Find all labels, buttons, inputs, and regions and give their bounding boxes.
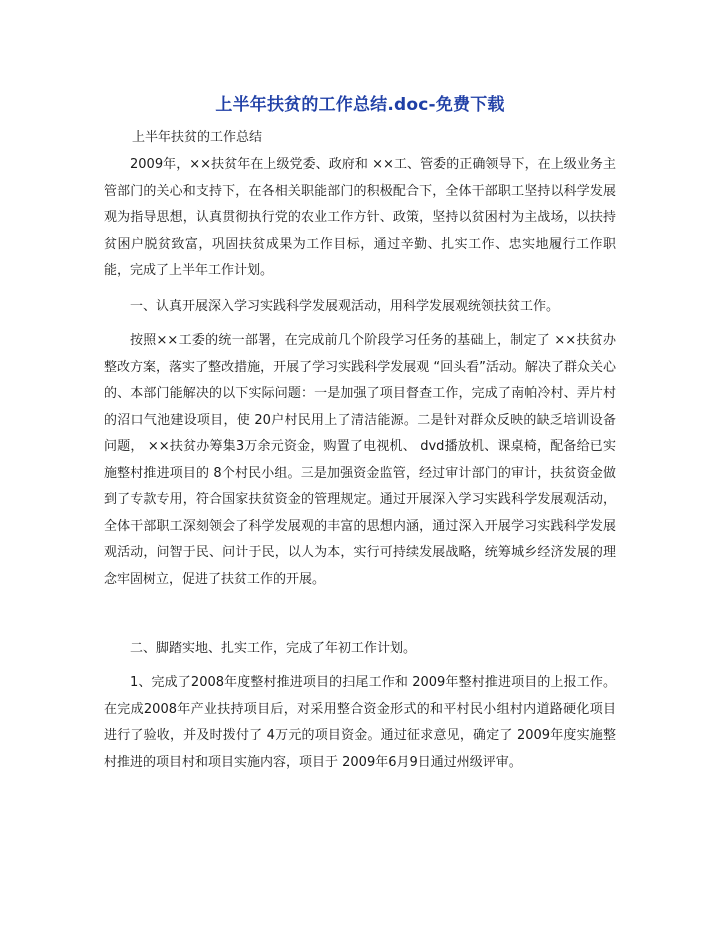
document-subtitle: 上半年扶贫的工作总结 [132, 130, 263, 145]
section-heading-2: 二、脚踏实地、扎实工作，完成了年初工作计划。 [130, 641, 417, 656]
section-heading-1: 一、认真开展深入学习实践科学发展观活动，用科学发展观统领扶贫工作。 [130, 299, 560, 314]
document-title: 上半年扶贫的工作总结.doc-免费下载 [215, 95, 505, 115]
paragraph-section-1: 按照××工委的统一部署，在完成前几个阶段学习任务的基础上，制定了 ××扶贫办整改方案，落实了整改措施，开展了学习实践科学发展观 “回头看”活动。解决了群众关心的、本部门能解决的以下实际问题：一是加强了项目督查工作，完成了南帕冷村、弄片村的沼口气池建设项目，使 20户村民用上了清洁能源。二是针对群众反映的缺乏培训设备问题， ××扶贫办筹集3万余元资金，购置了电视机、 dvd播放机、课桌椅，配备给已实施整村推进项目的 8个村民小组。三是加强资金监管，经过审计部门的审计，扶贫资金做到了专款专用，符合国家扶贫资金的管理规定。通过开展深入学习实践科学发展观活动，全体干部职工深刻领会了科学发展观的丰富的思想内涵，通过深入开展学习实践科学发展观活动，问智于民、问计于民，以人为本，实行可持续发展战略，统筹城乡经济发展的理念牢固树立，促进了扶贫工作的开展。 [104, 333, 616, 587]
paragraph-intro: 2009年，××扶贫年在上级党委、政府和 ××工、管委的正确领导下，在上级业务主管部门的关心和支持下，在各相关职能部门的积极配合下，全体干部职工坚持以科学发展观为指导思想，认真贯彻执行党的农业工作方针、政策，坚持以贫困村为主战场，以扶持贫困户脱贫致富，巩固扶贫成果为工作目标，通过辛勤、扎实工作、忠实地履行工作职能，完成了上半年工作计划。 [104, 157, 616, 278]
paragraph-section-2-item-1: 1、完成了2008年度整村推进项目的扫尾工作和 2009年整村推进项目的上报工作。在完成2008年产业扶持项目后，对采用整合资金形式的和平村民小组村内道路硬化项目进行了验收，并及时拨付了 4万元的项目资金。通过征求意见，确定了 2009年度实施整村推进的项目村和项目实施内容，项目于 2009年6月9日通过州级评审。 [104, 675, 616, 770]
